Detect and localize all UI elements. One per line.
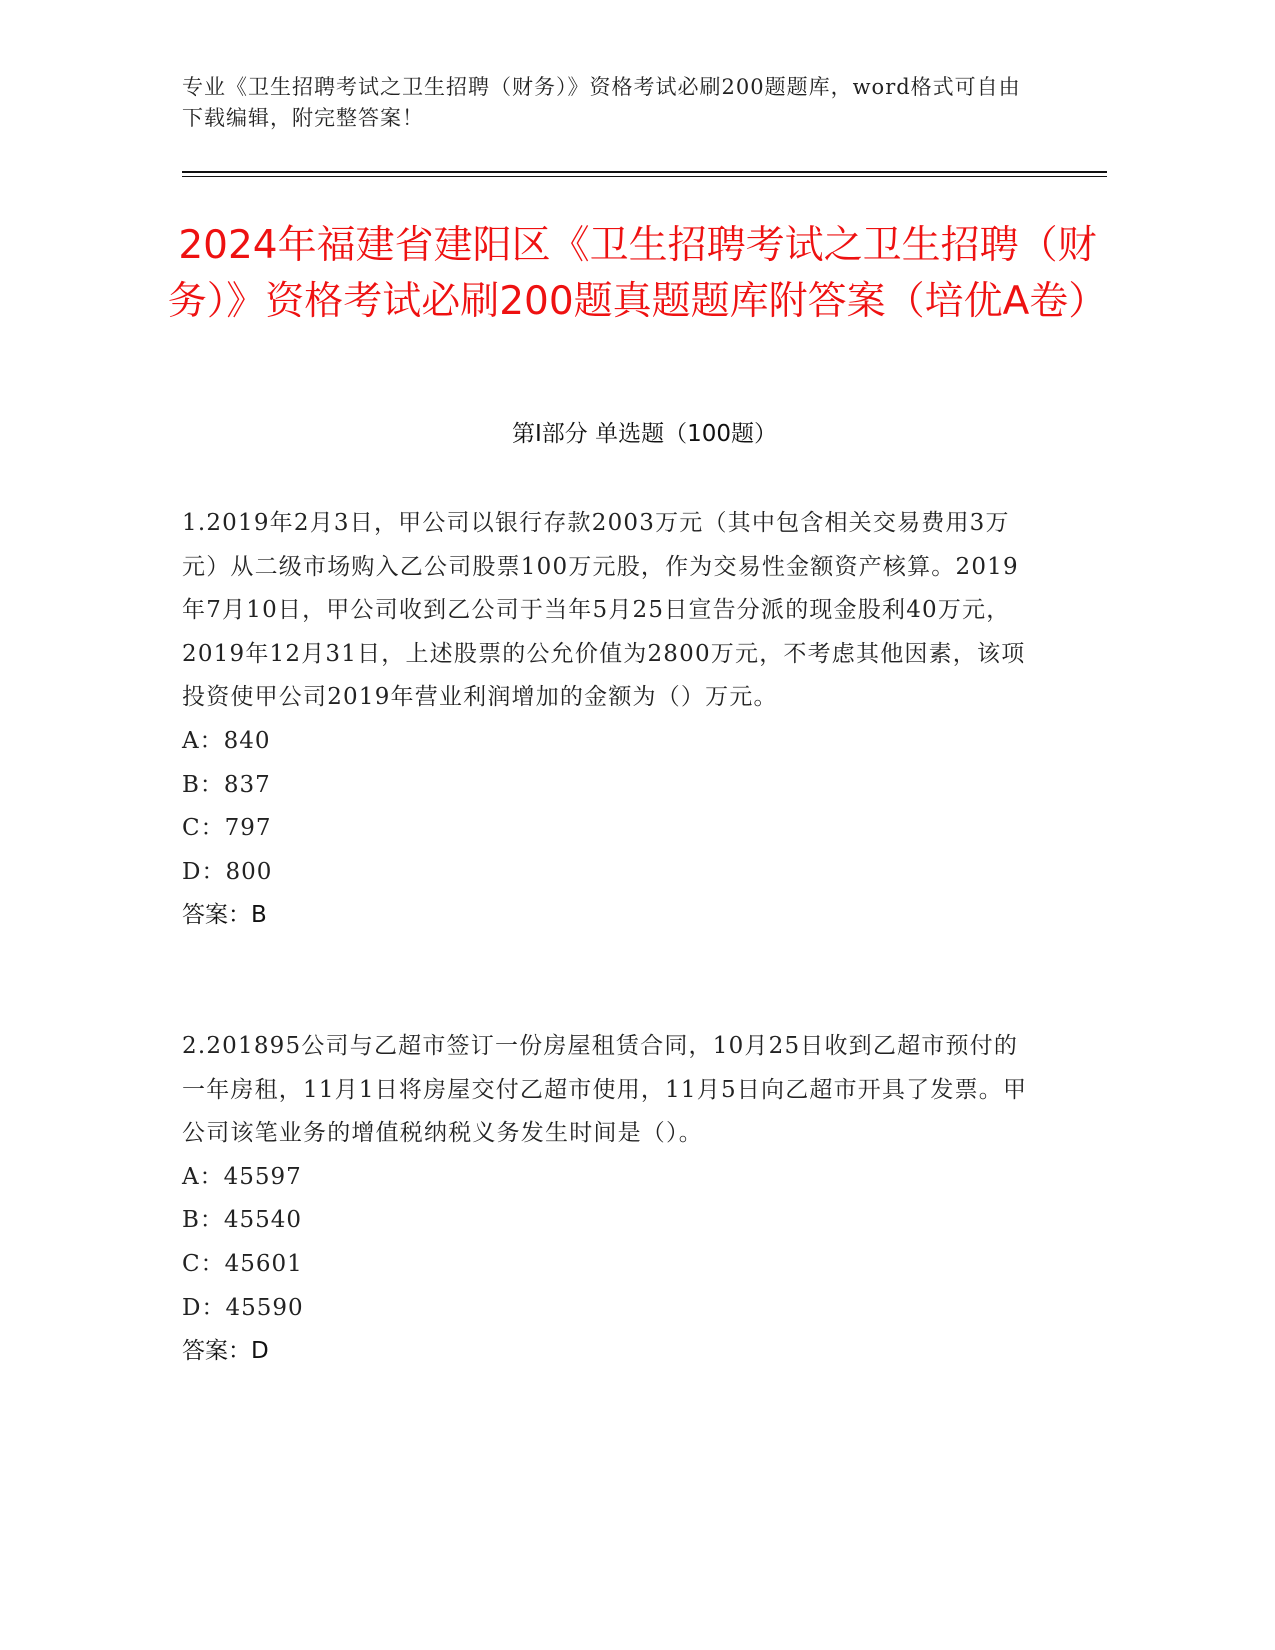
answer: 答案：D xyxy=(182,1338,269,1365)
section-title: 第Ⅰ部分 单选题（100题） xyxy=(512,421,777,447)
option-b: B：837 xyxy=(182,771,271,798)
option-a: A：45597 xyxy=(182,1163,302,1190)
option-d: D：45590 xyxy=(182,1294,304,1321)
question-2 xyxy=(182,1025,1042,1374)
question-1 xyxy=(182,502,1042,938)
question-stem: 1.2019年2月3日，甲公司以银行存款2003万元（其中包含相关交易费用3万元）从二级市场购入乙公司股票100万元股，作为交易性金额资产核算。2019年7月10日，甲公司收到乙公司于当年5月25日宣告分派的现金股利40万元，2019年12月31日，上述股票的公允价值为2800万元，不考虑其他因素，该项投资使甲公司2019年营业利润增加的金额为（）万元。 xyxy=(182,510,1026,711)
header-note: 专业《卫生招聘考试之卫生招聘（财务）》资格考试必刷200题题库，word格式可自由下载编辑，附完整答案！ xyxy=(182,75,1021,130)
option-b: B：45540 xyxy=(182,1207,303,1234)
option-c: C：797 xyxy=(182,815,272,842)
document-title: 2024年福建省建阳区《卫生招聘考试之卫生招聘（财务）》资格考试必刷200题真题题库附答案（培优A卷） xyxy=(167,223,1108,324)
option-a: A：840 xyxy=(182,727,271,754)
header-divider-thin xyxy=(182,176,1107,177)
option-d: D：800 xyxy=(182,858,273,885)
option-c: C：45601 xyxy=(182,1250,303,1277)
question-stem: 2.201895公司与乙超市签订一份房屋租赁合同，10月25日收到乙超市预付的一年房租，11月1日将房屋交付乙超市使用，11月5日向乙超市开具了发票。甲公司该笔业务的增值税纳税义务发生时间是（）。 xyxy=(182,1033,1028,1147)
header-divider-thick xyxy=(182,171,1107,173)
answer: 答案：B xyxy=(182,902,267,929)
